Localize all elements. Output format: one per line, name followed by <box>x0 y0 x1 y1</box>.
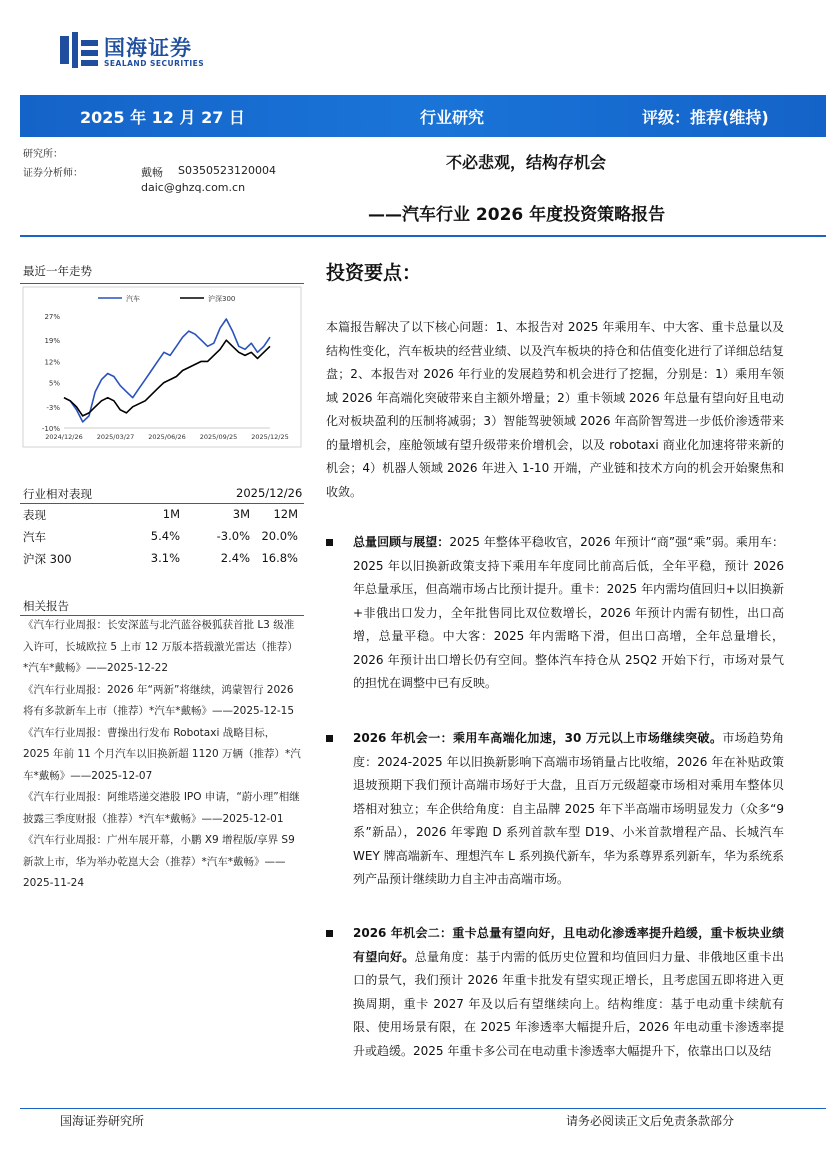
y-tick-label: -10% <box>41 425 60 433</box>
trend-chart <box>22 286 302 448</box>
header-cell: 12M <box>273 507 298 521</box>
x-tick-label: 2025/12/25 <box>251 433 289 441</box>
bullet-square-icon <box>326 735 333 742</box>
bullet-heading: 2026 年机会一：乘用车高端化加速，30 万元以上市场继续突破。 <box>353 731 723 745</box>
bullet-heading: 2026 年机会二：重卡总量有望向好，且电动化渗透率提升趋缓，重卡板块业绩有望向好。 <box>353 926 784 964</box>
institute-label: 研究所： <box>23 149 63 160</box>
header-cell: 表现 <box>23 508 46 522</box>
x-tick-label: 2025/09/25 <box>199 433 238 441</box>
related-report-link[interactable]: 《汽车行业周报：长安深蓝与北汽蓝谷极狐获首批 L3 级准入许可，长城欧拉 5 上市 12 万版本搭载激光雷达（推荐）*汽车*戴畅》——2025-12-22 <box>23 619 298 674</box>
performance-header-row <box>20 503 304 525</box>
table-row <box>20 547 304 569</box>
report-rating: 评级：推荐(维持) <box>642 108 769 127</box>
bullet-heading: 总量回顾与展望： <box>353 535 450 549</box>
bullet-text: 市场趋势角度：2024-2025 年以旧换新影响下高端市场销量占比收缩，2026 年在补贴政策退坡预期下我们预计高端市场好于大盘，且百万元级超豪市场相对乘用车整体贝塔相对独立；车企供给角度：自主品牌 2025 年下半高端市场明显发力（众多“9 系”新品），2026 年零跑 D 系列首款车型 D19、小米首款增程产品、长城汽车 WEY 牌高端新车、理想汽车 L 系列换代新车，华为系尊界系列新车，华为系统系列产品预计继续助力自主冲击高端市场。 <box>353 731 784 886</box>
related-report-link[interactable]: 《汽车行业周报：曹操出行发布 Robotaxi 战略目标，2025 年前 11 个月汽车以旧换新超 1120 万辆（推荐）*汽车*戴畅》——2025-12-07 <box>23 726 301 782</box>
key-points-intro: 本篇报告解决了以下核心问题：1、本报告对 2025 年乘用车、中大客、重卡总量以及结构性变化，汽车板块的经营业绩、以及汽车板块的持仓和估值变化进行了详细总结复盘；2、本报告对 2026 年行业的发展趋势和机会进行了挖掘，分别是：1）乘用车领域 2026 年高端化突破带来自主额外增量；2）重卡领域 2026 年总量有望向好且电动化对板块盈利的压制将减弱；3）智能驾驶领域 2026 年高阶智驾进一步低价渗透带来的量增机会，座舱领域有望升级带来价增机会，以及 robotaxi 商业化加速将带来新的机会；4）机器人领域 2026 年进入 1-10 开端，产业链和技术方向的机会开始聚焦和收敛。 <box>326 320 784 499</box>
bullet-square-icon <box>326 539 333 546</box>
sealand-logo-icon <box>60 32 98 68</box>
performance-date: 2025/12/26 <box>236 486 303 500</box>
key-point-bullet <box>326 727 784 892</box>
analyst-name: 戴畅 <box>141 166 163 179</box>
header-divider <box>20 235 826 237</box>
bullet-square-icon <box>326 930 333 937</box>
hs300-series-line <box>64 340 270 416</box>
table-cell: 16.8% <box>261 551 298 565</box>
x-tick-label: 2025/03/27 <box>96 433 135 441</box>
y-tick-label: 27% <box>44 313 60 321</box>
analyst-email[interactable]: daic@ghzq.com.cn <box>141 181 246 194</box>
performance-section-title: 行业相对表现 <box>23 487 92 501</box>
table-cell: 汽车 <box>23 530 46 544</box>
trend-section-divider <box>20 283 304 284</box>
report-date: 2025 年 12 月 27 日 <box>80 108 245 127</box>
analyst-id: S0350523120004 <box>178 164 276 177</box>
footer-disclaimer: 请务必阅读正文后免责条款部分 <box>566 1114 735 1128</box>
report-title: 不必悲观，结构存机会 <box>446 153 607 172</box>
table-cell: -3.0% <box>216 529 250 543</box>
table-cell: 2.4% <box>220 551 250 565</box>
report-banner <box>20 95 826 137</box>
header-cell: 1M <box>162 507 180 521</box>
analyst-label: 证券分析师： <box>23 168 83 179</box>
bullet-text: 总量角度：基于内需的低历史位置和均值回归力量、非俄地区重卡出口的景气，我们预计 2026 年重卡批发有望实现正增长，且考虑国五即将进入更换周期，重卡 2027 年及以后有望继续向上。结构维度：基于电动重卡续航有限、使用场景有限，在 2025 年渗透率大幅提升后，2026 年电动重卡渗透率提升或趋缓。2025 年重卡多公司在电动重卡渗透率大幅提升下，依靠出口以及结 <box>353 949 784 1058</box>
table-cell: 3.1% <box>150 551 180 565</box>
key-point-bullet <box>326 531 784 696</box>
table-cell: 沪深 300 <box>23 552 72 566</box>
related-report-link[interactable]: 《汽车行业周报：阿维塔递交港股 IPO 申请，“蔚小理”相继披露三季度财报（推荐）*汽车*戴畅》——2025-12-01 <box>23 791 300 825</box>
y-tick-label: 12% <box>44 358 60 367</box>
related-reports-list <box>23 615 301 895</box>
x-tick-label: 2025/06/26 <box>148 433 186 441</box>
related-section-title: 相关报告 <box>23 599 69 613</box>
chart-frame <box>23 287 301 447</box>
trend-section-title: 最近一年走势 <box>23 264 92 278</box>
y-tick-label: 19% <box>44 337 60 346</box>
y-tick-label: 5% <box>48 379 60 388</box>
table-cell: 5.4% <box>150 529 180 543</box>
report-subtitle: ——汽车行业 2026 年度投资策略报告 <box>368 205 666 225</box>
legend-label: 汽车 <box>126 295 140 303</box>
table-row <box>20 525 304 547</box>
key-points-title: 投资要点： <box>326 262 422 284</box>
table-cell: 20.0% <box>261 529 298 543</box>
related-report-link[interactable]: 《汽车行业周报：2026 年“两新”将继续，鸿蒙智行 2026 将有多款新车上市（推荐）*汽车*戴畅》——2025-12-15 <box>23 683 295 717</box>
key-point-bullet <box>326 922 784 1063</box>
performance-table <box>20 503 304 569</box>
bullet-text: 2025 年整体平稳收官，2026 年预计“商”强“乘”弱。乘用车：2025 年以旧换新政策支持下乘用车年度同比前高后低，全年平稳，预计 2026 年总量承压，但高端市场占比预计提升。重卡：2025 年内需均值回归+以旧换新+非俄出口发力，全年批售同比双位数增长，2026 年预计内需有韧性，出口高增，总量平稳。中大客：2025 年内需略下滑，但出口高增，全年总量增长，2026 年预计出口增长仍有空间。整体汽车持仓从 25Q2 开始下行，市场对景气的担忧在调整中已有反映。 <box>353 535 784 690</box>
legend-label: 沪深300 <box>208 295 236 303</box>
company-logo <box>60 30 240 74</box>
logo-name-cn: 国海证券 <box>104 36 192 60</box>
footer-divider <box>20 1108 826 1109</box>
report-type: 行业研究 <box>420 108 485 127</box>
related-report-link[interactable]: 《汽车行业周报：广州车展开幕，小鹏 X9 增程版/享界 S9 新款上市，华为举办乾崑大会（推荐）*汽车*戴畅》——2025-11-24 <box>23 834 295 889</box>
header-cell: 3M <box>232 507 250 521</box>
logo-name-en: SEALAND SECURITIES <box>104 59 205 68</box>
y-tick-label: -3% <box>46 403 60 412</box>
x-tick-label: 2024/12/26 <box>45 433 83 441</box>
footer-institute: 国海证券研究所 <box>60 1114 145 1128</box>
